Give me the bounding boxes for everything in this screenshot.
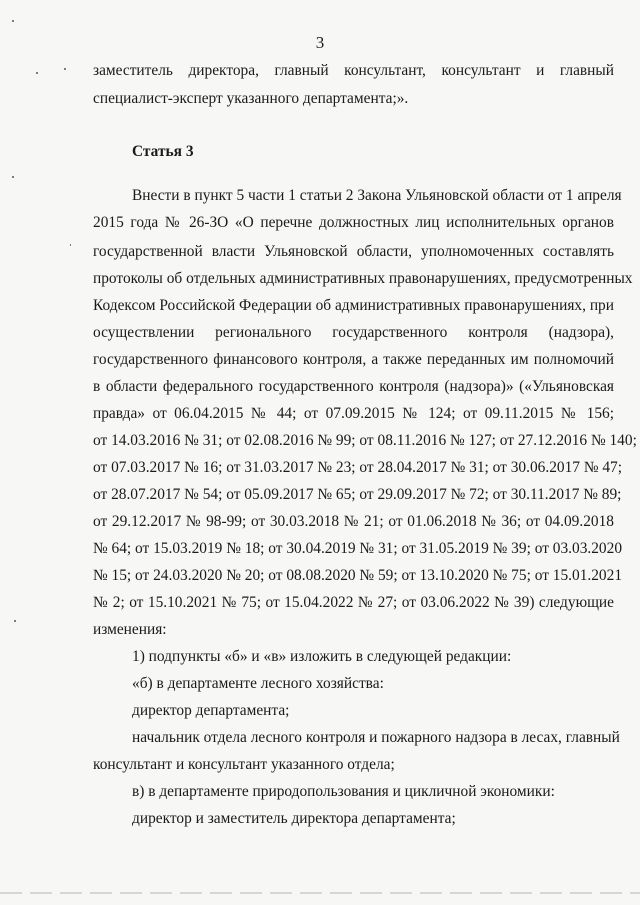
text-line: государственной власти Ульяновской области, уполномоченных составлять (93, 243, 614, 260)
text-line: протоколы об отдельных административных правонарушениях, предусмотренных (93, 270, 633, 287)
text-line: «б) в департаменте лесного хозяйства: (132, 675, 384, 692)
text-line: в) в департаменте природопользования и цикличной экономики: (132, 783, 555, 800)
scan-speck (64, 68, 66, 70)
text-line: в области федерального государственного контроля (надзора)» («Ульяновская (93, 378, 614, 395)
page-number: 3 (315, 33, 325, 52)
scan-speck (70, 244, 71, 246)
text-line: № 2; от 15.10.2021 № 75; от 15.04.2022 № 27; от 03.06.2022 № 39) следующие (93, 594, 614, 611)
text-line: Внести в пункт 5 части 1 статьи 2 Закона Ульяновской области от 1 апреля (132, 187, 622, 204)
scan-speck (12, 176, 14, 178)
text-line: директор департамента; (132, 702, 290, 719)
text-line: директор и заместитель директора департамента; (132, 810, 456, 827)
text-line: начальник отдела лесного контроля и пожарного надзора в лесах, главный (132, 729, 620, 746)
text-line: консультант и консультант указанного отдела; (93, 756, 395, 773)
scan-edge (0, 892, 640, 894)
text-line: от 29.12.2017 № 98-99; от 30.03.2018 № 21; от 01.06.2018 № 36; от 04.09.2018 (93, 513, 614, 530)
text-line: от 28.07.2017 № 54; от 05.09.2017 № 65; от 29.09.2017 № 72; от 30.11.2017 № 89; (93, 486, 622, 503)
text-line: осуществлении регионального государственного контроля (надзора), (93, 324, 614, 341)
scan-speck (14, 620, 16, 622)
text-line: № 64; от 15.03.2019 № 18; от 30.04.2019 № 31; от 31.05.2019 № 39; от 03.03.2020 (93, 540, 623, 557)
text-line: 1) подпункты «б» и «в» изложить в следующей редакции: (132, 648, 512, 665)
text-line: изменения: (93, 621, 167, 638)
text-line: 2015 года № 26-ЗО «О перечне должностных лиц исполнительных органов (93, 214, 614, 231)
text-line: правда» от 06.04.2015 № 44; от 07.09.2015 № 124; от 09.11.2015 № 156; (93, 405, 614, 422)
text-line: № 15; от 24.03.2020 № 20; от 08.08.2020 № 59; от 13.10.2020 № 75; от 15.01.2021 (93, 567, 623, 584)
scan-speck (36, 72, 38, 74)
scan-speck (12, 20, 14, 22)
text-line: специалист-эксперт указанного департамента;». (93, 90, 409, 107)
text-line: заместитель директора, главный консультант, консультант и главный (93, 62, 614, 79)
text-line: от 07.03.2017 № 16; от 31.03.2017 № 23; от 28.04.2017 № 31; от 30.06.2017 № 47; (93, 459, 623, 476)
article-heading: Статья 3 (132, 143, 194, 160)
text-line: от 14.03.2016 № 31; от 02.08.2016 № 99; от 08.11.2016 № 127; от 27.12.2016 № 140; (93, 432, 637, 449)
text-line: Кодексом Российской Федерации об административных правонарушениях, при (93, 297, 614, 314)
text-line: государственного финансового контроля, а также переданных им полномочий (93, 351, 614, 368)
